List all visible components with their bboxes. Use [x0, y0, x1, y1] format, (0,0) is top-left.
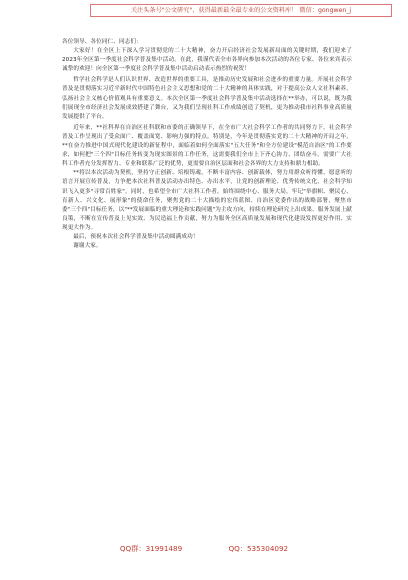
promo-banner: 关注头条号"公文研究"，获得最新最全最专业的公文资料库！ 微信：gongwen_j [90, 4, 392, 17]
contact-footer [0, 544, 408, 554]
paragraph: **将以本次活动为契机，坚持守正创新、培根铸魂，不断丰富内容、创新载体，努力用群众听得懂、愿意听的语言开展宣传普及，力争把本次社科普及活动办出特色、办出水平，让党的创新理论、优秀传统文化，社会科学知识飞入更多"寻常百姓家"。同时，也希望全市广大社科工作者，始终围绕中心、服务大局，牢记"举旗帜、聚民心、育新人、兴文化、展形象"的使命任务，聚焦党的二十大描绘的宏伟蓝图、自治区党委作出的战略部署，聚焦市委"三个四"目标任务，以"**发展面临的重大理论和实践问题"为主攻方向，持续在理论研究上出成果、服务发展上献良策，不断在宣传普及上见实效、为民造福上作贡献，努力为服务全区高质量发展和现代化建设发挥更好作用、实现更大作为。 [62, 170, 352, 231]
closing-thanks: 谢谢大家。 [73, 243, 102, 250]
qq-number: QQ：535304092 [228, 544, 289, 553]
paragraph: 最后，预祝本次社会科学普及集中活动圆满成功！ [73, 233, 199, 240]
paragraph: 近年来，**社科界在自治区社科联和市委的正确领导下，在全市广大社会科学工作者的共同努力下，社会科学普及工作呈现出了受众面广、覆盖面宽、影响力强的特点。特别是，今年是贯彻落实党的二十大精神的开局之年，**在奋力推进中国式现代化建设的新征程中，面临着如何全面落实"五大任务"和全方位建设"模范自治区"的工作要求，如何把"三个四"目标任务转变为现实图景的工作任务，这需要我们全市上下齐心协力、团结奋斗。需要广大社科工作者充分发挥智力、专业和联系广泛的优势，更需要自治区层面和社会各界的大力支持和鼎力相助。 [62, 124, 352, 168]
qq-group-number: QQ群：31991489 [119, 544, 183, 553]
salutation: 各位领导、各位同仁、同志们： [62, 39, 142, 45]
paragraph: 哲学社会科学是人们认识世界、改造世界的重要工具，是推动历史发展和社会进步的重要力量。开展社会科学普及是贯彻落实习近平新时代中国特色社会主义思想和党的二十大精神的具体实践，对于提高公众人文社科素养，弘扬社会主义核心价值观具有重要意义。本次全区第一季度社会科学普及集中活动选择在**举办，可以说，既为我们展现全市经济社会发展成效搭建了舞台，又为我们呈现社科工作成绩创造了契机，更为推动我市社科事业高质量发展提供了平台。 [62, 77, 352, 120]
speech-document [62, 38, 352, 251]
paragraph: 大家好！在全区上下深入学习贯彻党的二十大精神，奋力开启经济社会发展新局面的关键时期，我们迎来了2023年全区第一季度社会科学普及集中活动。在此，我谨代表全市各界向参加本次活动的各位专家、各位来宾表示诚挚的欢迎！向全区第一季度社会科学普及集中活动启动表示热烈的祝贺！ [62, 48, 352, 73]
